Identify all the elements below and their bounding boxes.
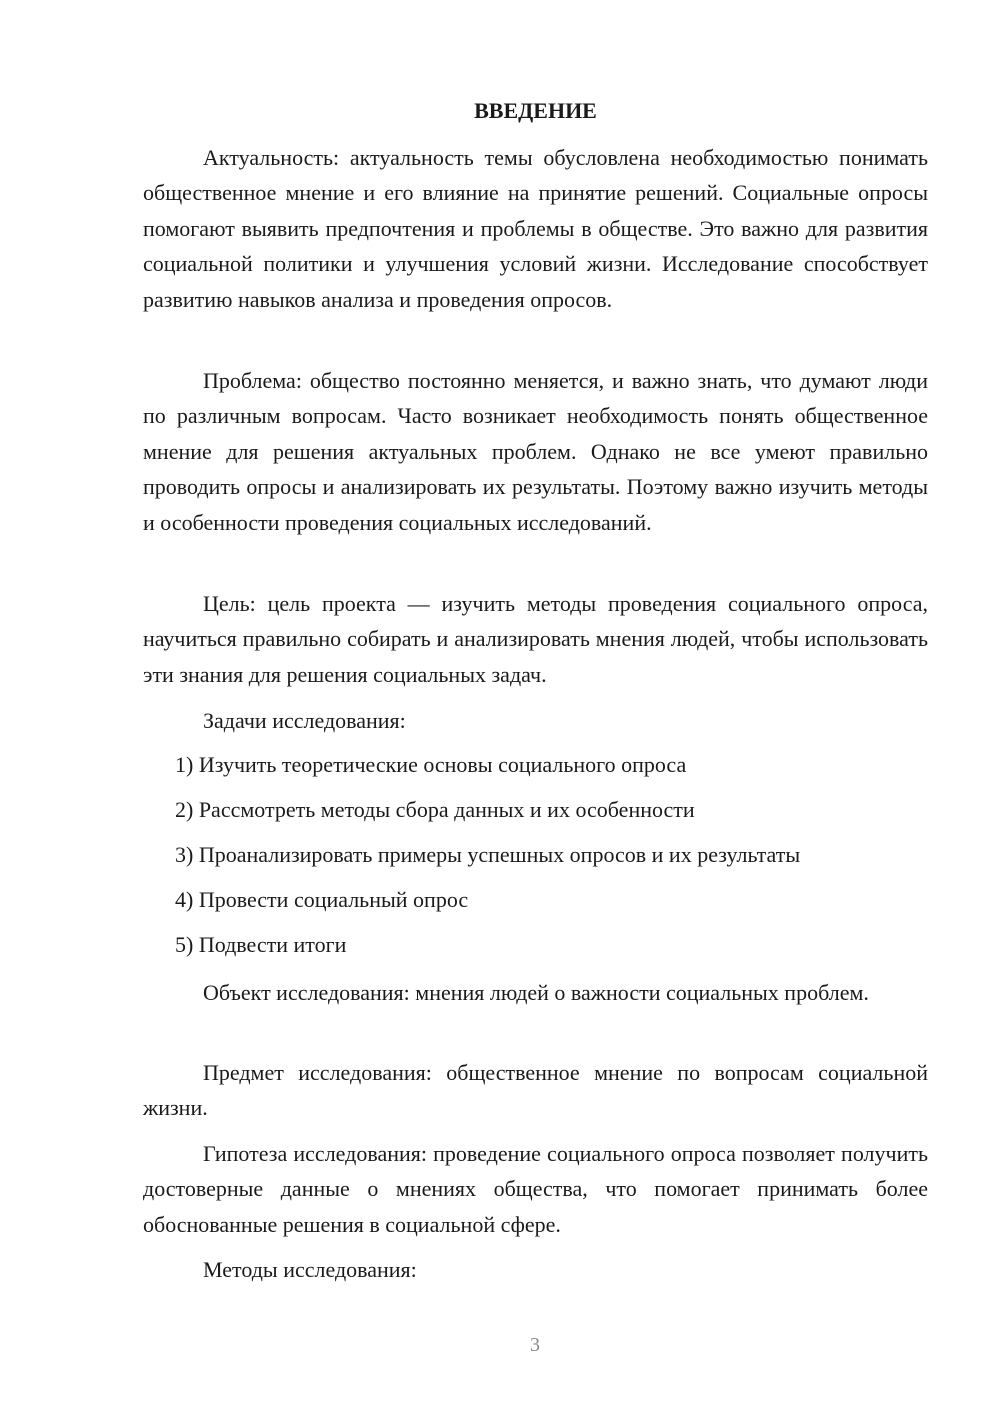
paragraph-subject: Предмет исследования: общественное мнение по вопросам социальной жизни. (143, 1060, 928, 1121)
paragraph-relevance: Актуальность: актуальность темы обусловлена необходимостью понимать общественное мнение и его влияние на принятие решений. Социальные опросы помогают выявить предпочтения и проблемы в обществе. Это важно для развития социальной политики и улучшения условий жизни. Исследование способствует развитию навыков анализа и проведения опросов. (143, 145, 928, 312)
page-number: 3 (530, 1334, 540, 1356)
paragraph-object: Объект исследования: мнения людей о важности социальных проблем. (203, 980, 869, 1005)
paragraph-goal: Цель: цель проекта — изучить методы проведения социального опроса, научиться правильно собирать и анализировать мнения людей, чтобы использовать эти знания для решения социальных задач. (143, 591, 928, 687)
task-item-4: 4) Провести социальный опрос (175, 887, 469, 912)
tasks-heading: Задачи исследования: (203, 708, 406, 733)
task-item-1: 1) Изучить теоретические основы социального опроса (175, 752, 687, 777)
task-item-2: 2) Рассмотреть методы сбора данных и их особенности (175, 797, 695, 822)
methods-heading: Методы исследования: (203, 1257, 417, 1282)
paragraph-problem: Проблема: общество постоянно меняется, и важно знать, что думают люди по различным вопросам. Часто возникает необходимость понять общественное мнение для решения актуальных проблем. Однако не все умеют правильно проводить опросы и анализировать их результаты. Поэтому важно изучить методы и особенности проведения социальных исследований. (143, 368, 928, 535)
section-title: ВВЕДЕНИЕ (474, 98, 597, 123)
task-item-5: 5) Подвести итоги (175, 932, 347, 957)
task-item-3: 3) Проанализировать примеры успешных опросов и их результаты (175, 842, 801, 867)
paragraph-hypothesis: Гипотеза исследования: проведение социального опроса позволяет получить достоверные данные о мнениях общества, что помогает принимать более обоснованные решения в социальной сфере. (143, 1141, 928, 1237)
